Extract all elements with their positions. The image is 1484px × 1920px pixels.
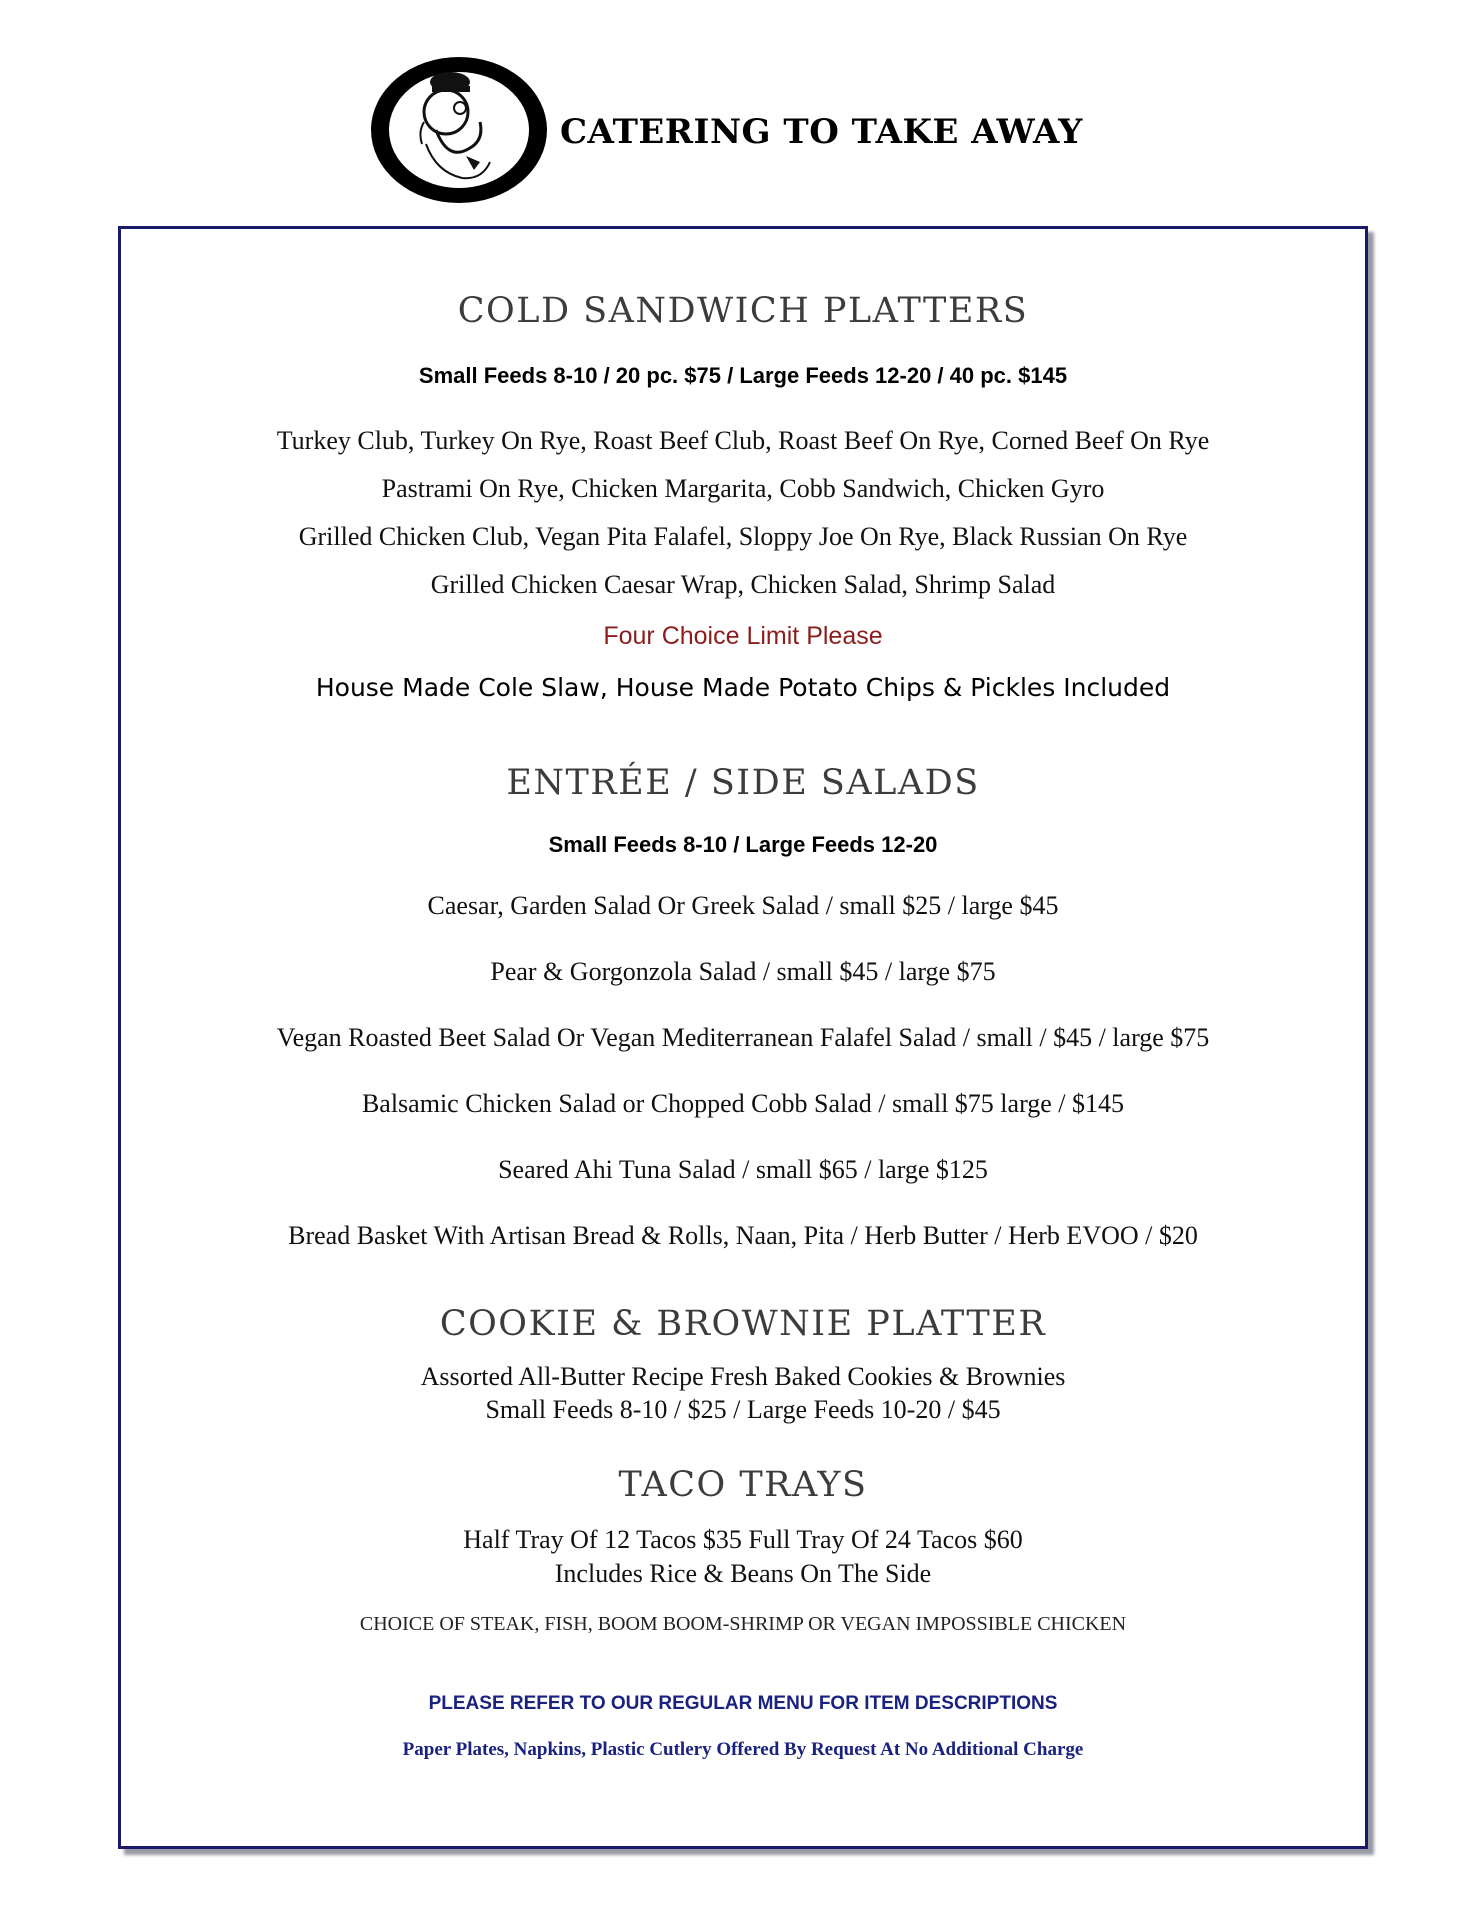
salad-item: Pear & Gorgonzola Salad / small $45 / large $75 [490,957,996,986]
section-title-taco: TACO TRAYS [618,1465,868,1505]
salad-item: Bread Basket With Artisan Bread & Rolls, Naan, Pita / Herb Butter / Herb EVOO / $20 [288,1221,1198,1250]
taco-sides: Includes Rice & Beans On The Side [554,1559,932,1588]
menu-frame [118,226,1368,1849]
taco-pricing: Half Tray Of 12 Tacos $35 Full Tray Of 24 Tacos $60 [463,1525,1023,1554]
paper-goods-note: Paper Plates, Napkins, Plastic Cutlery Offered By Request At No Additional Charge [402,1739,1084,1760]
sandwich-list-line: Pastrami On Rye, Chicken Margarita, Cobb Sandwich, Chicken Gyro [381,474,1105,503]
section-title-salads: ENTRÉE / SIDE SALADS [506,763,980,803]
choice-limit-note: Four Choice Limit Please [603,622,883,650]
chef-logo-icon [366,52,552,208]
menu-refer-note: PLEASE REFER TO OUR REGULAR MENU FOR ITEM DESCRIPTIONS [428,1693,1058,1714]
section-title-cookie: COOKIE & BROWNIE PLATTER [439,1304,1047,1344]
sandwich-list-line: Grilled Chicken Club, Vegan Pita Falafel, Sloppy Joe On Rye, Black Russian On Rye [298,522,1188,551]
sandwich-list-line: Grilled Chicken Caesar Wrap, Chicken Salad, Shrimp Salad [430,570,1056,599]
salad-item: Vegan Roasted Beet Salad Or Vegan Mediterranean Falafel Salad / small / $45 / large $75 [276,1023,1210,1052]
page-header [0,0,1484,220]
salad-item: Caesar, Garden Salad Or Greek Salad / small $25 / large $45 [427,891,1059,920]
cookie-description: Assorted All-Butter Recipe Fresh Baked Cookies & Brownies [420,1362,1066,1391]
included-sides-note: House Made Cole Slaw, House Made Potato Chips & Pickles Included [315,673,1171,702]
section-title-cold-sandwich: COLD SANDWICH PLATTERS [457,291,1029,331]
brand-title: CATERING TO TAKE AWAY [560,112,1083,152]
sandwich-list-line: Turkey Club, Turkey On Rye, Roast Beef Club, Roast Beef On Rye, Corned Beef On Rye [276,426,1210,455]
cold-sandwich-feeds: Small Feeds 8-10 / 20 pc. $75 / Large Feeds 12-20 / 40 pc. $145 [418,363,1068,388]
salad-item: Balsamic Chicken Salad or Chopped Cobb Salad / small $75 large / $145 [361,1089,1125,1118]
taco-choices: CHOICE OF STEAK, FISH, BOOM BOOM-SHRIMP OR VEGAN IMPOSSIBLE CHICKEN [359,1613,1127,1635]
salad-item: Seared Ahi Tuna Salad / small $65 / large $125 [498,1155,988,1184]
cookie-pricing: Small Feeds 8-10 / $25 / Large Feeds 10-20 / $45 [485,1395,1001,1424]
salads-feeds: Small Feeds 8-10 / Large Feeds 12-20 [548,832,938,857]
